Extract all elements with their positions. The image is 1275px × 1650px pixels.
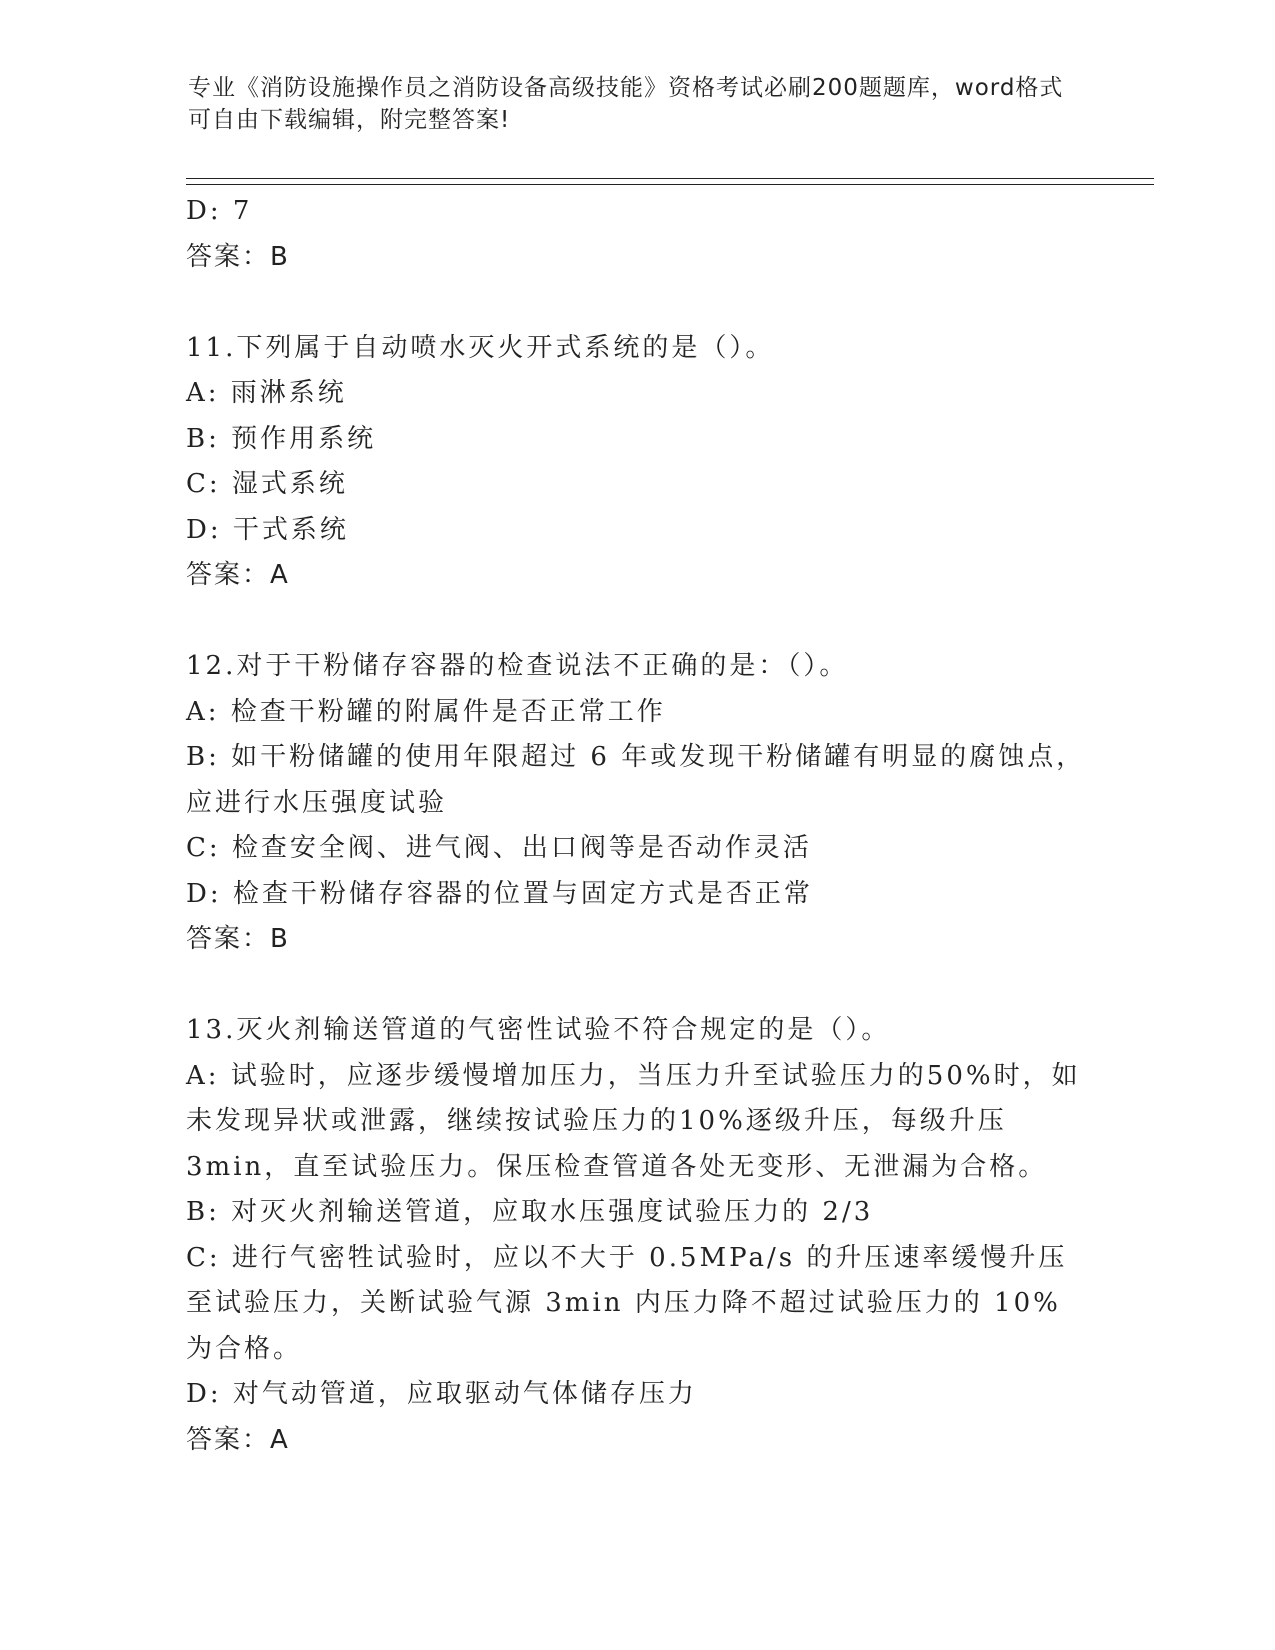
answer-line: 答案：A xyxy=(186,560,290,590)
option-d: D: 对气动管道，应取驱动气体储存压力 xyxy=(186,1379,697,1409)
question-stem: 11.下列属于自动喷水灭火开式系统的是（）。 xyxy=(186,332,775,363)
option-a: A: 雨淋系统 xyxy=(186,378,347,408)
prev-question-tail xyxy=(186,189,1086,280)
option-c: C: 湿式系统 xyxy=(186,469,348,499)
option-d: D: 检查干粉储存容器的位置与固定方式是否正常 xyxy=(186,878,813,909)
answer-line: 答案：B xyxy=(186,924,290,954)
answer-line: 答案：A xyxy=(186,1424,290,1455)
document-body xyxy=(186,189,1086,1463)
option-b: B: 预作用系统 xyxy=(186,423,377,454)
option-a: A: 检查干粉罐的附属件是否正常工作 xyxy=(186,696,666,727)
option-d: D: 7 xyxy=(186,196,253,226)
question-stem: 13.灭火剂输送管道的气密性试验不符合规定的是（）。 xyxy=(186,1015,891,1045)
option-b: B: 如干粉储罐的使用年限超过 6 年或发现干粉储罐有明显的腐蚀点，应进行水压强度试验 xyxy=(186,742,1086,818)
header-divider xyxy=(186,178,1154,185)
option-d: D: 干式系统 xyxy=(186,514,349,545)
header-text: 专业《消防设施操作员之消防设备高级技能》资格考试必刷200题题库，word格式可自由下载编辑，附完整答案! xyxy=(188,75,1064,133)
page-header xyxy=(188,72,1068,136)
answer-line: 答案：B xyxy=(186,241,290,272)
option-b: B: 对灭火剂输送管道，应取水压强度试验压力的 2/3 xyxy=(186,1197,874,1227)
option-c: C: 进行气密牲试验时，应以不大于 0.5MPa/s 的升压速率缓慢升压至试验压力，关断试验气源 3min 内压力降不超过试验压力的 10%为合格。 xyxy=(186,1242,1068,1364)
question-12 xyxy=(186,644,1086,963)
question-11 xyxy=(186,326,1086,599)
question-stem: 12.对于干粉储存容器的检查说法不正确的是：（）。 xyxy=(186,651,849,681)
question-13 xyxy=(186,1008,1086,1463)
option-c: C: 检查安全阀、进气阀、出口阀等是否动作灵活 xyxy=(186,833,812,863)
option-a: A: 试验时，应逐步缓慢增加压力，当压力升至试验压力的50%时，如未发现异状或泄露，继续按试验压力的10%逐级升压，每级升压 3min，直至试验压力。保压检查管道各处无变形、无泄漏为合格。 xyxy=(186,1060,1081,1182)
